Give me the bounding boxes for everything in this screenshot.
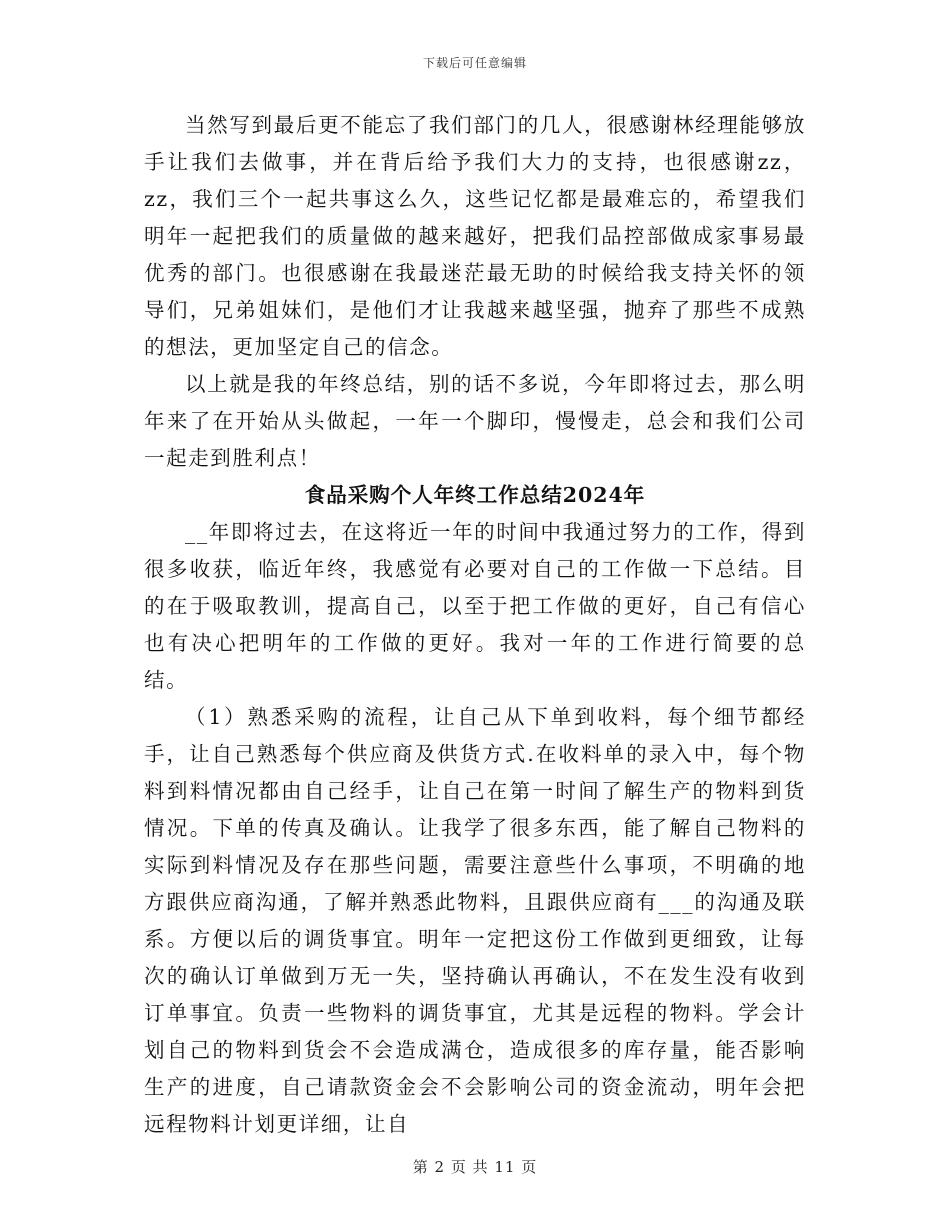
- paragraph-intro: __年即将过去，在这将近一年的时间中我通过努力的工作，得到很多收获，临近年终，我感觉有必要对自己的工作做一下总结。目的在于吸取教训，提高自己，以至于把工作做的更好，自己有信心也有决心把明年的工作做的更好。我对一年的工作进行简要的总结。: [144, 520, 806, 692]
- page-footer: 第 2 页 共 11 页: [412, 1158, 538, 1176]
- page-header: 下载后可任意编辑: [422, 56, 527, 70]
- paragraph-closing: 以上就是我的年终总结，别的话不多说，今年即将过去，那么明年来了在开始从头做起，一年一个脚印，慢慢走，总会和我们公司一起走到胜利点！: [144, 372, 806, 470]
- section-title: 食品采购个人年终工作总结2024年: [304, 483, 646, 507]
- paragraph-thanks: 当然写到最后更不能忘了我们部门的几人，很感谢林经理能够放手让我们去做事，并在背后给予我们大力的支持，也很感谢zz，zz，我们三个一起共事这么久，这些记忆都是最难忘的，希望我们明年一起把我们的质量做的越来越好，把我们品控部做成家事易最优秀的部门。也很感谢在我最迷茫最无助的时候给我支持关怀的领导们，兄弟姐妹们，是他们才让我越来越坚强，抛弃了那些不成熟的想法，更加坚定自己的信念。: [144, 113, 806, 359]
- paragraph-procurement-process: （1）熟悉采购的流程，让自己从下单到收料，每个细节都经手，让自己熟悉每个供应商及供货方式.在收料单的录入中，每个物料到料情况都由自己经手，让自己在第一时间了解生产的物料到货情况。下单的传真及确认。让我学了很多东西，能了解自己物料的实际到料情况及存在那些问题，需要注意些什么事项，不明确的地方跟供应商沟通，了解并熟悉此物料，且跟供应商有___的沟通及联系。方便以后的调货事宜。明年一定把这份工作做到更细致，让每次的确认订单做到万无一失，坚持确认再确认，不在发生没有收到订单事宜。负责一些物料的调货事宜，尤其是远程的物料。学会计划自己的物料到货会不会造成满仓，造成很多的库存量，能否影响生产的进度，自己请款资金会不会影响公司的资金流动，明年会把远程物料计划更详细，让自: [144, 705, 806, 1136]
- document-body: [144, 107, 806, 1143]
